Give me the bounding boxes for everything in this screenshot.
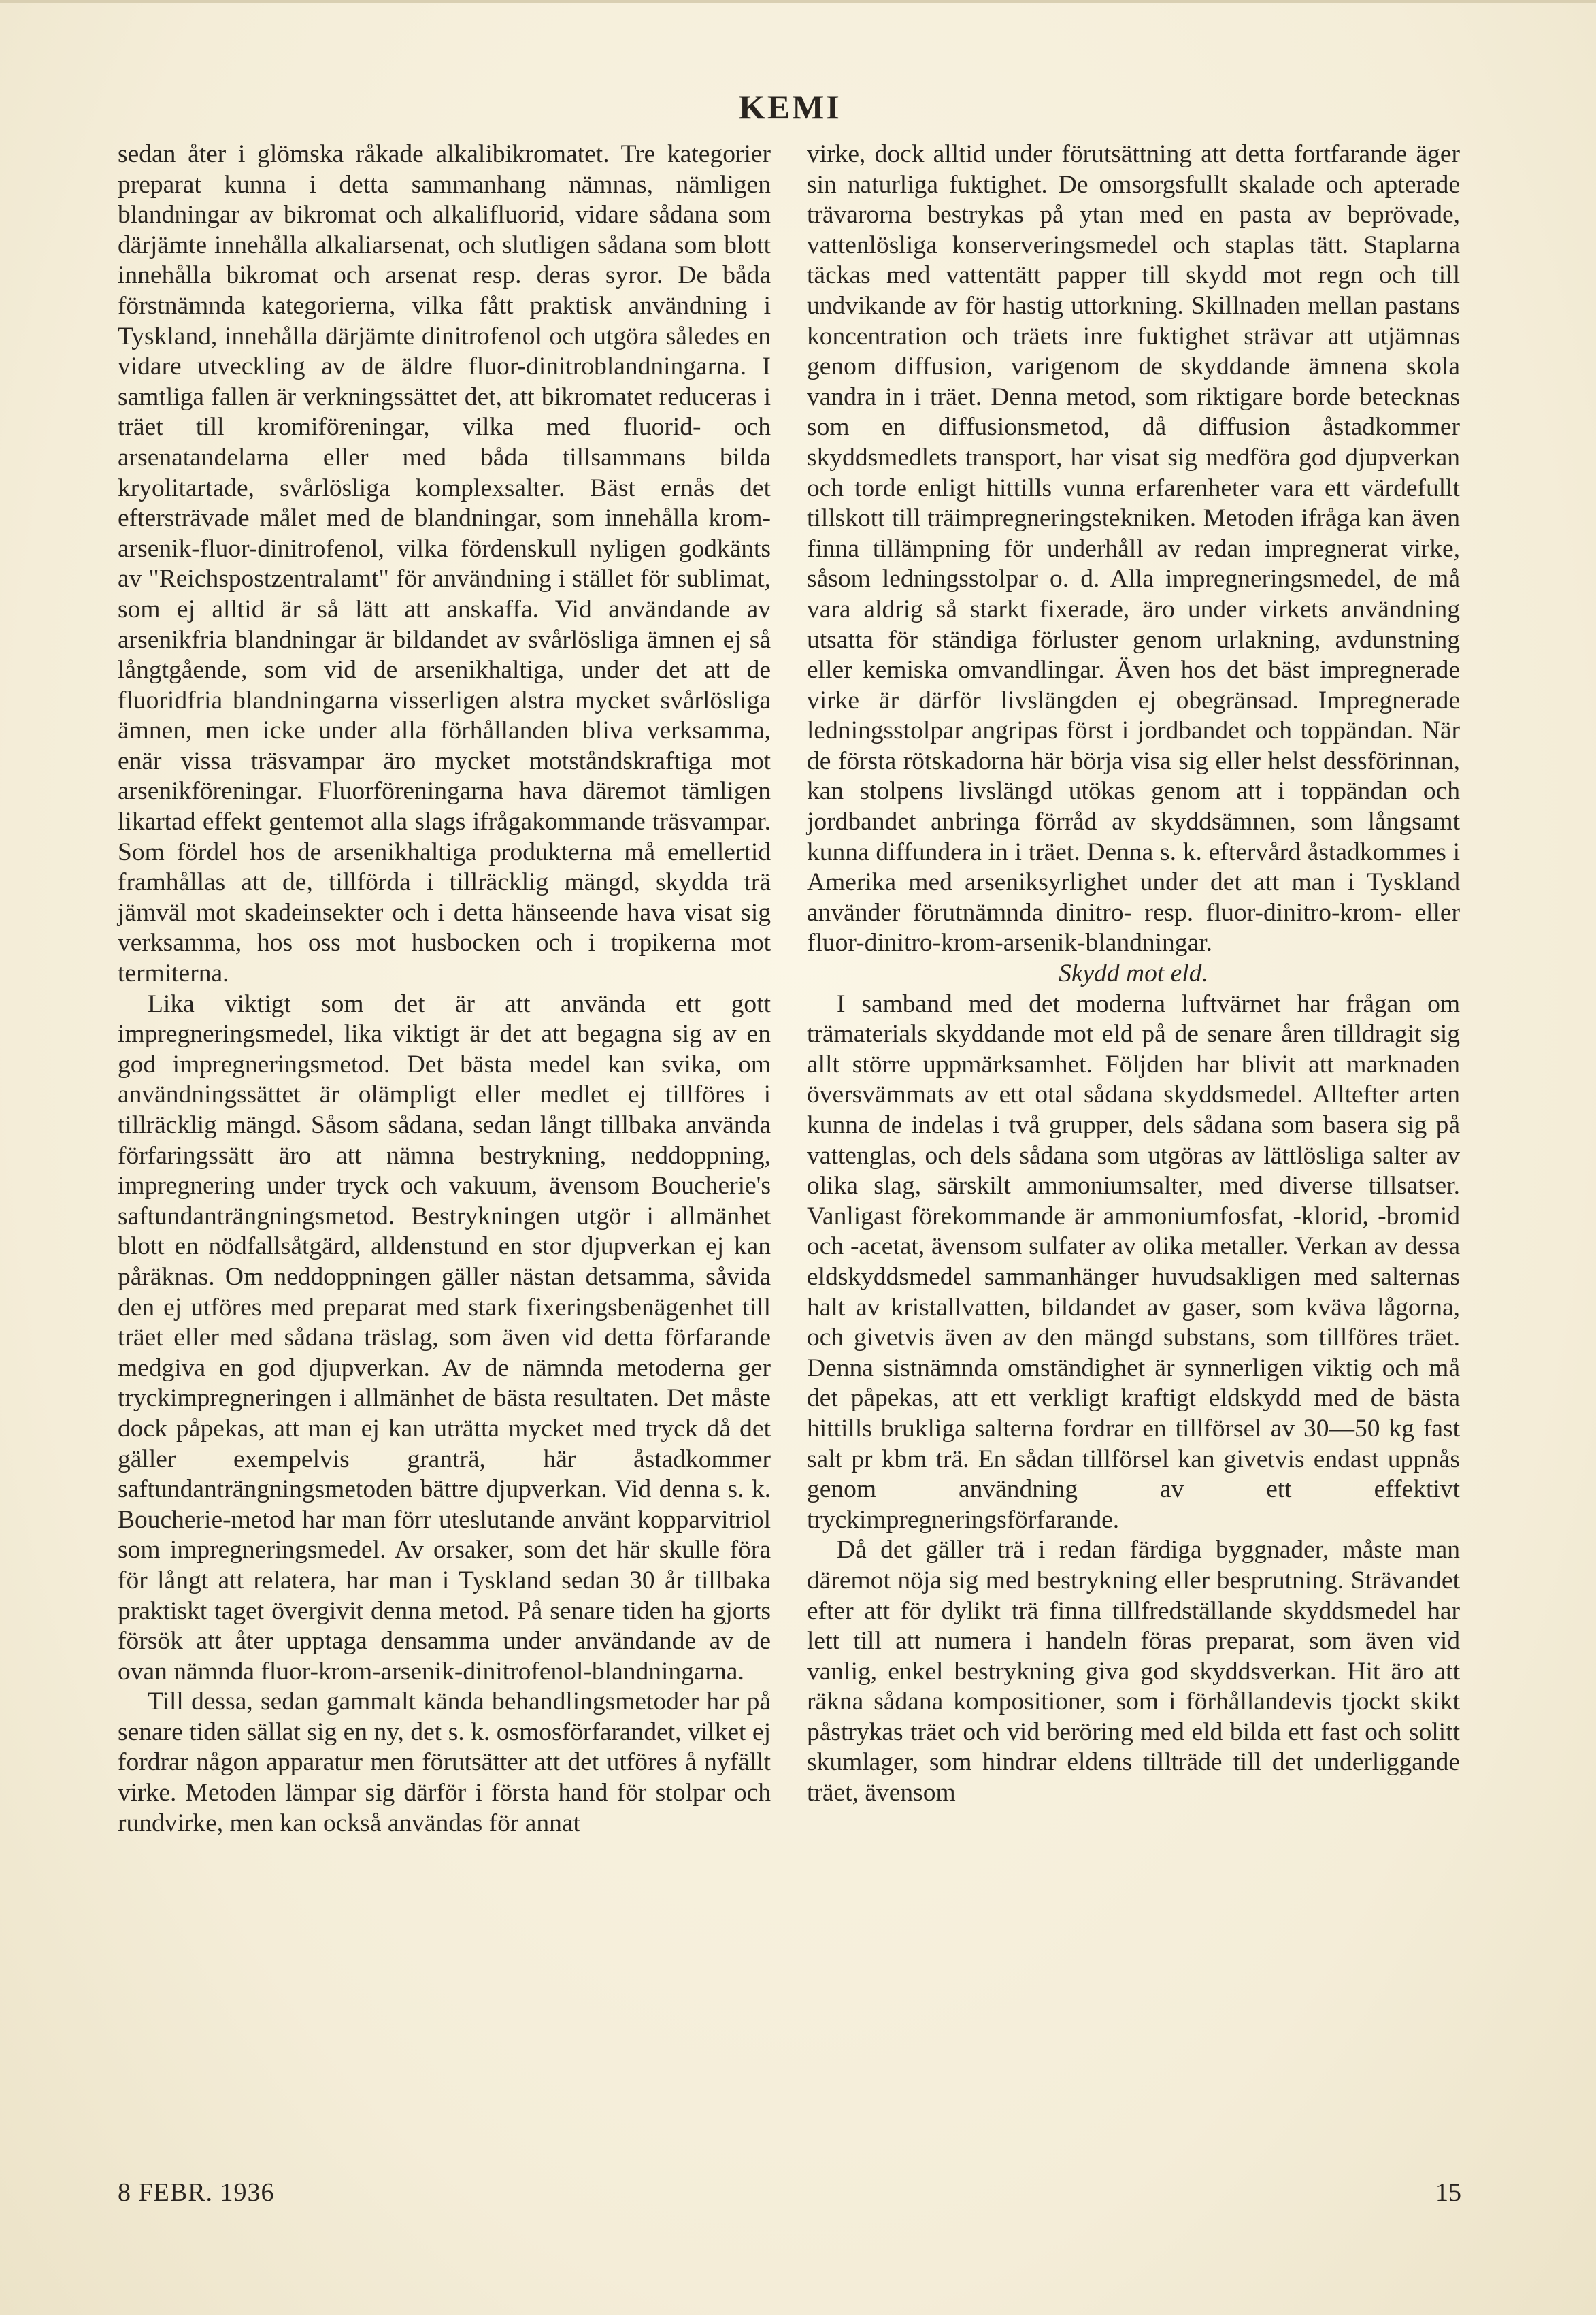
issue-date: 8 FEBR. 1936 bbox=[118, 2178, 275, 2207]
paragraph: Då det gäller trä i redan färdiga byggnader, måste man däremot nöja sig med bestrykning eller besprutning. Strävandet efter att för dylikt trä finna tillfredställande skyddsmedel har lett till att numera i handeln föras preparat, som även vid vanlig, enkel bestrykning giva god skyddsverkan. Hit äro att räkna sådana kompositioner, som i förhållandevis tjockt skikt påstrykas träet och vid beröring med eld bilda ett fast och solitt skumlager, som hindrar eldens tillträde till det underliggande träet, ävensom bbox=[807, 1536, 1460, 1807]
paragraph: I samband med det moderna luftvärnet har frågan om trämaterials skyddande mot eld på de senare åren tilldragit sig allt större uppmärksamhet. Följden har blivit att marknaden översvämmats av ett otal sådana skyddsmedel. Alltefter arten kunna de indelas i två grupper, dels sådana som basera sig på vattenglas, och dels sådana som utgöras av lättlösliga salter av olika slag, särskilt ammoniumsalter, med diverse tillsatser. Vanligast förekommande är ammoniumfosfat, -klorid, -bromid och -acetat, ävensom sulfater av olika metaller. Verkan av dessa eldskyddsmedel sammanhänger huvudsakligen med salternas halt av kristallvatten, bildandet av gaser, som kväva lågorna, och givetvis även av den mängd substans, som tillföres träet. Denna sistnämnda omständighet är synnerligen viktig och må det påpekas, att ett verkligt kraftigt eldskydd med de bästa hittills brukliga salterna fordrar en tillförsel av 30—50 kg fast salt pr kbm trä. En sådan tillförsel kan givetvis endast uppnås genom användning av ett effektivt tryckimpregneringsförfarande. bbox=[807, 989, 1460, 1534]
left-column bbox=[118, 139, 771, 1839]
paragraph: sedan åter i glömska råkade alkalibikromatet. Tre kategorier preparat kunna i detta sammanhang nämnas, nämligen blandningar av bikromat och alkalifluorid, vidare sådana som därjämte innehålla alkaliarsenat, och slutligen sådana som blott innehålla bikromat och arsenat resp. deras syror. De båda förstnämnda kategorierna, vilka fått praktisk användning i Tyskland, innehålla därjämte dinitrofenol och utgöra således en vidare utveckling av de äldre fluor-dinitroblandningarna. I samtliga fallen är verkningssättet det, att bikromatet reduceras i träet till kromiföreningar, vilka med fluorid- och arsenatandelarna eller med båda tillsammans bilda kryolitartade, svårlösliga komplexsalter. Bäst ernås det eftersträvade målet med de blandningar, som innehålla krom-arsenik-fluor-dinitrofenol, vilka fördenskull nyligen godkänts av "Reichspostzentralamt" för användning i stället för sublimat, som ej alltid är så lätt att anskaffa. Vid användande av arsenikfria blandningar är bildandet av svårlösliga ämnen ej så långtgående, som vid de arsenikhaltiga, under det att de fluoridfria blandningarna visserligen alstra mycket svårlösliga ämnen, men icke under alla förhållanden bliva verksamma, enär vissa träsvampar äro mycket motståndskraftiga mot arsenikföreningar. Fluorföreningarna hava däremot tämligen likartad effekt gentemot alla slags ifrågakommande träsvampar. Som fördel hos de arsenikhaltiga produkterna må emellertid framhållas att de, tillförda i tillräcklig mängd, skydda trä jämväl mot skadeinsekter och i detta hänseende hava visat sig verksamma, hos oss mot husbocken och i tropikerna mot termiterna. bbox=[118, 140, 771, 988]
right-column bbox=[807, 139, 1460, 1809]
paragraph: virke, dock alltid under förutsättning att detta fortfarande äger sin naturliga fuktighet. De omsorgsfullt skalade och apterade trävarorna bestrykas på ytan med en pasta av beprövade, vattenlösliga konserveringsmedel och staplas tätt. Staplarna täckas med vattentätt papper till skydd mot regn och till undvikande av för hastig uttorkning. Skillnaden mellan pastans koncentration och träets inre fuktighet strävar att utjämnas genom diffusion, varigenom de skyddande ämnena skola vandra in i träet. Denna metod, som riktigare borde betecknas som en diffusionsmetod, då diffusion åstadkommer skyddsmedlets transport, har visat sig medföra god djupverkan och torde enligt hittills vunna erfarenheter vara ett värdefullt tillskott till träimpregneringstekniken. Metoden ifråga kan även finna tillämpning för underhåll av redan impregnerat virke, såsom ledningsstolpar o. d. Alla impregneringsmedel, de må vara aldrig så starkt fixerade, äro under virkets användning utsatta för ständiga förluster genom urlakning, avdunstning eller kemiska omvandlingar. Även hos det bäst impregnerade virke är därför livslängden ej obegränsad. Impregnerade ledningsstolpar angripas först i jordbandet och toppändan. När de första rötskadorna här börja visa sig eller helst dessförinnan, kan stolpens livslängd utökas genom att i toppändan och jordbandet anbringa förråd av skyddsämnen, som långsamt kunna diffundera in i träet. Denna s. k. eftervård åstadkommes i Amerika med arseniksyrlighet under det att man i Tyskland använder förutnämnda dinitro- resp. fluor-dinitro-krom- eller fluor-dinitro-krom-arsenik-blandningar. bbox=[807, 140, 1460, 957]
page-number: 15 bbox=[1435, 2178, 1461, 2207]
page-edge bbox=[0, 0, 1596, 3]
section-heading: Skydd mot eld. bbox=[1059, 959, 1208, 988]
journal-title: KEMI bbox=[739, 88, 842, 126]
paragraph: Lika viktigt som det är att använda ett gott impregneringsmedel, lika viktigt är det att begagna sig av en god impregneringsmetod. Det bästa medel kan svika, om användningssättet är olämpligt eller medlet ej tillföres i tillräcklig mängd. Såsom sådana, sedan långt tillbaka använda förfaringssätt äro att nämna bestrykning, neddoppning, impregnering under tryck och vakuum, ävensom Boucherie's saftundanträngningsmetod. Bestrykningen utgör i allmänhet blott en nödfallsåtgärd, alldenstund en stor djupverkan ej kan påräknas. Om neddoppningen gäller nästan detsamma, såvida den ej utföres med preparat med stark fixeringsbenägenhet till träet eller med sådana träslag, som även vid detta förfarande medgiva en god djupverkan. Av de nämnda metoderna ger tryckimpregneringen i allmänhet de bästa resultaten. Det måste dock påpekas, att man ej kan uträtta mycket med tryck då det gäller exempelvis granträ, här åstadkommer saftundanträngningsmetoden bättre djupverkan. Vid denna s. k. Boucherie-metod har man förr uteslutande använt kopparvitriol som impregneringsmedel. Av orsaker, som det här skulle föra för långt att relatera, har man i Tyskland sedan 30 år tillbaka praktiskt taget övergivit denna metod. På senare tiden ha gjorts försök att åter upptaga densamma under användande av de ovan nämnda fluor-krom-arsenik-dinitrofenol-blandningarna. bbox=[118, 989, 771, 1686]
paragraph: Till dessa, sedan gammalt kända behandlingsmetoder har på senare tiden sällat sig en ny, det s. k. osmosförfarandet, vilket ej fordrar någon apparatur men förutsätter att det utföres å nyfällt virke. Metoden lämpar sig därför i första hand för stolpar och rundvirke, men kan också användas för annat bbox=[118, 1688, 771, 1837]
